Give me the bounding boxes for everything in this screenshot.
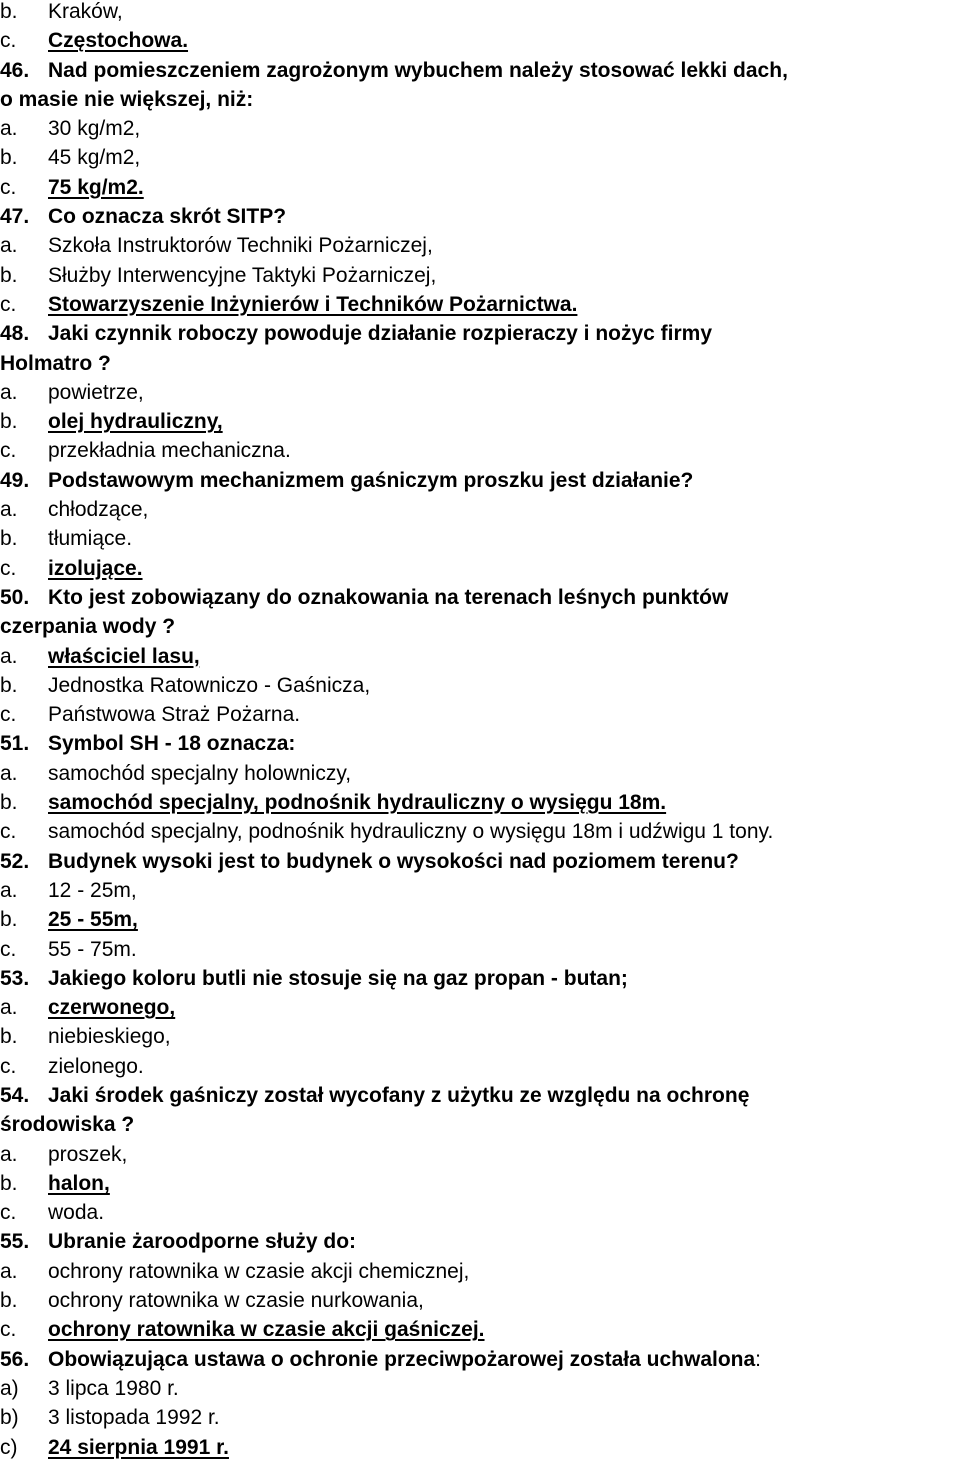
correct-answer-text: właściciel lasu, bbox=[48, 644, 200, 668]
answer-letter: c. bbox=[0, 175, 17, 199]
question-text: o masie nie większej, niż: bbox=[0, 87, 254, 111]
correct-answer-text: olej hydrauliczny, bbox=[48, 410, 223, 434]
answer-text: 12 - 25m, bbox=[48, 878, 137, 902]
answer-text: Służby Interwencyjne Taktyki Pożarniczej, bbox=[48, 263, 437, 287]
answer-text: 3 lipca 1980 r. bbox=[48, 1376, 179, 1400]
answer-line bbox=[0, 524, 960, 553]
correct-answer-text: ochrony ratownika w czasie akcji gaśniczej. bbox=[48, 1318, 485, 1342]
answer-text: Państwowa Straż Pożarna. bbox=[48, 703, 301, 727]
correct-answer-text: samochód specjalny, podnośnik hydrauliczny o wysięgu 18m. bbox=[48, 791, 667, 815]
answer-letter: b. bbox=[0, 908, 18, 932]
answer-text: samochód specjalny holowniczy, bbox=[48, 761, 352, 785]
answer-letter: a. bbox=[0, 644, 18, 668]
answer-letter: a. bbox=[0, 234, 18, 258]
answer-text: samochód specjalny, podnośnik hydrauliczny o wysięgu 18m i udźwigu 1 tony. bbox=[48, 820, 774, 844]
answer-letter: b. bbox=[0, 263, 18, 287]
answer-line bbox=[0, 554, 960, 583]
answer-text: woda. bbox=[48, 1201, 105, 1225]
answer-letter: b. bbox=[0, 1171, 18, 1195]
question-text: Symbol SH - 18 oznacza: bbox=[48, 732, 296, 756]
question-line bbox=[0, 466, 960, 495]
answer-line bbox=[0, 1257, 960, 1286]
question-line bbox=[0, 847, 960, 876]
answer-letter: a. bbox=[0, 1259, 18, 1283]
question-line bbox=[0, 1110, 960, 1139]
correct-answer-text: Stowarzyszenie Inżynierów i Techników Pożarnictwa. bbox=[48, 292, 578, 316]
answer-line bbox=[0, 114, 960, 143]
answer-letter: b. bbox=[0, 410, 18, 434]
correct-answer-text: Częstochowa. bbox=[48, 29, 189, 53]
answer-letter: c. bbox=[0, 29, 17, 53]
answer-text: Kraków, bbox=[48, 0, 123, 23]
answer-text: Szkoła Instruktorów Techniki Pożarniczej, bbox=[48, 234, 433, 258]
answer-text: 30 kg/m2, bbox=[48, 117, 141, 141]
answer-line bbox=[0, 1433, 960, 1462]
answer-line bbox=[0, 1315, 960, 1344]
answer-line bbox=[0, 905, 960, 934]
question-text: czerpania wody ? bbox=[0, 615, 176, 639]
question-number: 52. bbox=[0, 849, 30, 873]
question-line bbox=[0, 319, 960, 348]
question-line bbox=[0, 85, 960, 114]
question-text: Kto jest zobowiązany do oznakowania na terenach leśnych punktów bbox=[48, 585, 729, 609]
answer-letter: c. bbox=[0, 1054, 17, 1078]
answer-line bbox=[0, 1403, 960, 1432]
answer-text: 3 listopada 1992 r. bbox=[48, 1406, 220, 1430]
answer-letter: a. bbox=[0, 380, 18, 404]
question-text: Co oznacza skrót SITP? bbox=[48, 205, 287, 229]
answer-line bbox=[0, 642, 960, 671]
answer-line bbox=[0, 993, 960, 1022]
answer-line bbox=[0, 1022, 960, 1051]
question-line bbox=[0, 349, 960, 378]
answer-letter: a. bbox=[0, 498, 18, 522]
answer-line bbox=[0, 1052, 960, 1081]
question-line bbox=[0, 1227, 960, 1256]
correct-answer-text: 75 kg/m2. bbox=[48, 175, 144, 199]
question-number: 51. bbox=[0, 732, 30, 756]
answer-text: powietrze, bbox=[48, 380, 144, 404]
question-line bbox=[0, 1345, 960, 1374]
answer-letter: b) bbox=[0, 1406, 19, 1430]
answer-letter: a. bbox=[0, 1142, 18, 1166]
answer-letter: c. bbox=[0, 703, 17, 727]
answer-line bbox=[0, 759, 960, 788]
answer-letter: c. bbox=[0, 1318, 17, 1342]
answer-text: chłodzące, bbox=[48, 498, 149, 522]
correct-answer-text: czerwonego, bbox=[48, 996, 176, 1020]
question-number: 46. bbox=[0, 58, 30, 82]
question-text: Podstawowym mechanizmem gaśniczym proszku jest działanie? bbox=[48, 468, 694, 492]
answer-text: proszek, bbox=[48, 1142, 128, 1166]
question-number: 55. bbox=[0, 1230, 30, 1254]
answer-line bbox=[0, 935, 960, 964]
question-line bbox=[0, 583, 960, 612]
question-number: 48. bbox=[0, 322, 30, 346]
question-number: 56. bbox=[0, 1347, 30, 1371]
answer-line bbox=[0, 261, 960, 290]
answer-letter: b. bbox=[0, 1289, 18, 1313]
question-line bbox=[0, 729, 960, 758]
answer-line bbox=[0, 1286, 960, 1315]
answer-line bbox=[0, 407, 960, 436]
question-number: 49. bbox=[0, 468, 30, 492]
question-text: Holmatro ? bbox=[0, 351, 111, 375]
answer-line bbox=[0, 290, 960, 319]
question-text: Jaki czynnik roboczy powoduje działanie rozpieraczy i nożyc firmy bbox=[48, 322, 713, 346]
question-text: Obowiązująca ustawa o ochronie przeciwpożarowej została uchwalona bbox=[48, 1347, 756, 1371]
answer-line bbox=[0, 1374, 960, 1403]
question-number: 53. bbox=[0, 966, 30, 990]
answer-line bbox=[0, 26, 960, 55]
answer-line bbox=[0, 495, 960, 524]
answer-letter: c. bbox=[0, 556, 17, 580]
answer-letter: b. bbox=[0, 1025, 18, 1049]
question-line bbox=[0, 612, 960, 641]
answer-line bbox=[0, 1198, 960, 1227]
correct-answer-text: halon, bbox=[48, 1171, 110, 1195]
answer-text: 45 kg/m2, bbox=[48, 146, 141, 170]
answer-letter: b. bbox=[0, 791, 18, 815]
answer-line bbox=[0, 1169, 960, 1198]
answer-text: przekładnia mechaniczna. bbox=[48, 439, 291, 463]
answer-line bbox=[0, 876, 960, 905]
answer-text: tłumiące. bbox=[48, 527, 133, 551]
answer-letter: b. bbox=[0, 146, 18, 170]
question-number: 50. bbox=[0, 585, 30, 609]
answer-letter: a. bbox=[0, 117, 18, 141]
answer-letter: b. bbox=[0, 673, 18, 697]
answer-text: Jednostka Ratowniczo - Gaśnicza, bbox=[48, 673, 371, 697]
answer-text: 55 - 75m. bbox=[48, 937, 137, 961]
answer-letter: c) bbox=[0, 1435, 18, 1459]
correct-answer-text: izolujące. bbox=[48, 556, 143, 580]
answer-letter: b. bbox=[0, 527, 18, 551]
answer-line bbox=[0, 0, 960, 26]
answer-text: niebieskiego, bbox=[48, 1025, 171, 1049]
answer-text: zielonego. bbox=[48, 1054, 144, 1078]
answer-letter: c. bbox=[0, 1201, 17, 1225]
answer-line bbox=[0, 378, 960, 407]
answer-letter: c. bbox=[0, 439, 17, 463]
question-suffix: : bbox=[755, 1347, 762, 1371]
answer-line bbox=[0, 231, 960, 260]
question-line bbox=[0, 964, 960, 993]
answer-line bbox=[0, 1140, 960, 1169]
answer-letter: c. bbox=[0, 292, 17, 316]
answer-letter: a. bbox=[0, 996, 18, 1020]
question-text: środowiska ? bbox=[0, 1113, 135, 1137]
question-text: Budynek wysoki jest to budynek o wysokości nad poziomem terenu? bbox=[48, 849, 739, 873]
question-number: 54. bbox=[0, 1083, 30, 1107]
answer-line bbox=[0, 700, 960, 729]
answer-line bbox=[0, 817, 960, 846]
question-text: Jaki środek gaśniczy został wycofany z użytku ze względu na ochronę bbox=[48, 1083, 750, 1107]
answer-letter: a. bbox=[0, 878, 18, 902]
answer-letter: a) bbox=[0, 1376, 19, 1400]
answer-letter: c. bbox=[0, 937, 17, 961]
answer-line bbox=[0, 788, 960, 817]
question-number: 47. bbox=[0, 205, 30, 229]
question-text: Ubranie żaroodporne służy do: bbox=[48, 1230, 357, 1254]
answer-letter: a. bbox=[0, 761, 18, 785]
answer-letter: b. bbox=[0, 0, 18, 23]
question-line bbox=[0, 202, 960, 231]
question-text: Jakiego koloru butli nie stosuje się na gaz propan - butan; bbox=[48, 966, 628, 990]
answer-line bbox=[0, 143, 960, 172]
correct-answer-text: 24 sierpnia 1991 r. bbox=[48, 1435, 229, 1459]
question-text: Nad pomieszczeniem zagrożonym wybuchem należy stosować lekki dach, bbox=[48, 58, 788, 82]
answer-line bbox=[0, 436, 960, 465]
answer-line bbox=[0, 671, 960, 700]
answer-letter: c. bbox=[0, 820, 17, 844]
answer-line bbox=[0, 173, 960, 202]
question-line bbox=[0, 1081, 960, 1110]
answer-text: ochrony ratownika w czasie nurkowania, bbox=[48, 1289, 424, 1313]
answer-text: ochrony ratownika w czasie akcji chemicznej, bbox=[48, 1259, 470, 1283]
question-line bbox=[0, 56, 960, 85]
correct-answer-text: 25 - 55m, bbox=[48, 908, 138, 932]
